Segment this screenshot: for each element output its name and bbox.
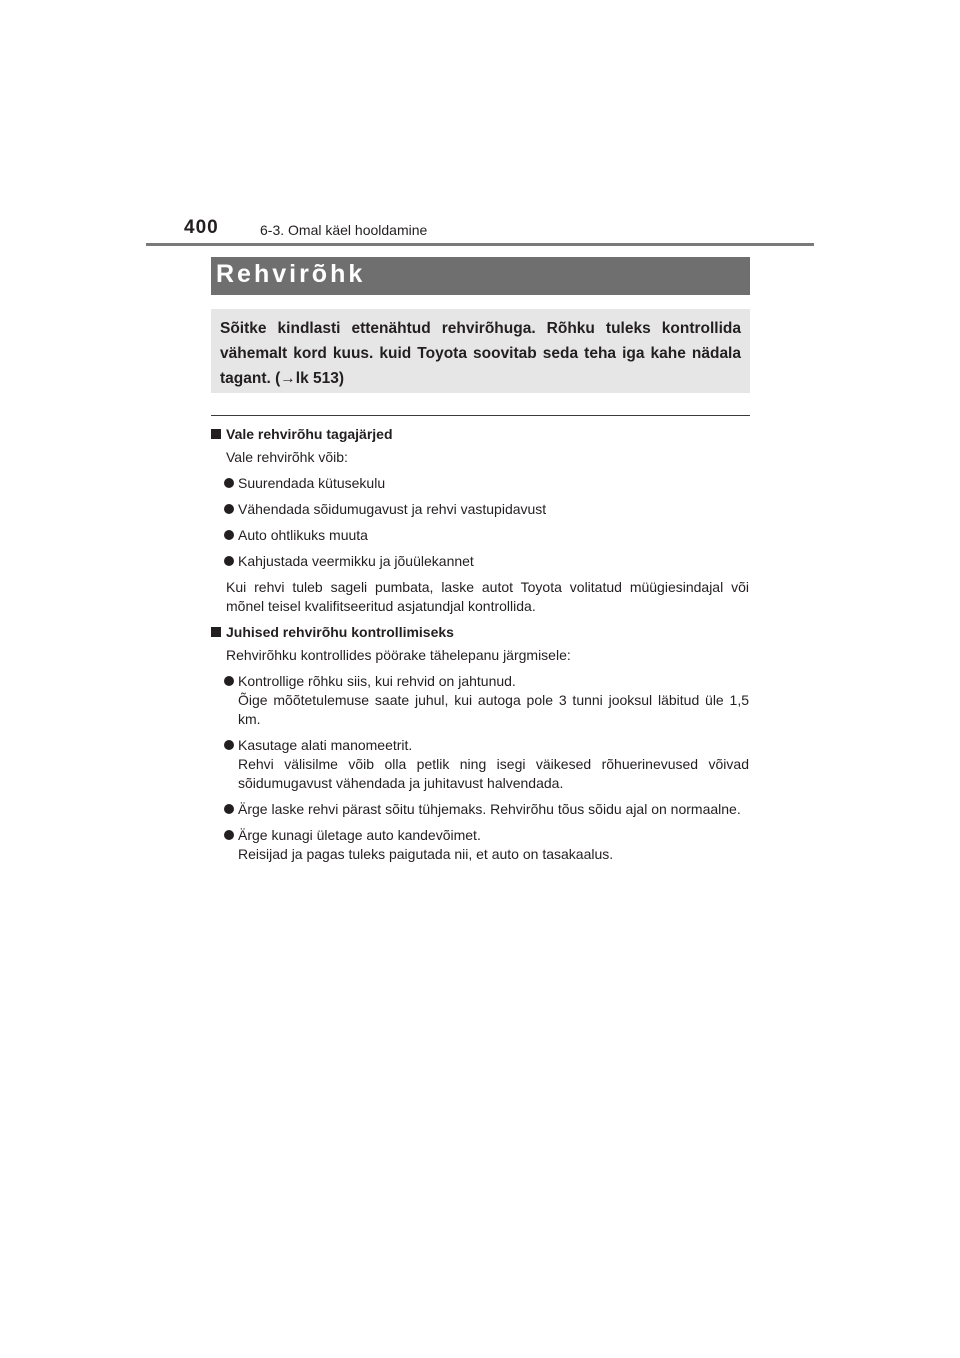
section-breadcrumb: 6-3. Omal käel hooldamine: [260, 222, 428, 238]
list-item: [211, 552, 749, 571]
round-bullet-icon: [224, 504, 234, 514]
list-item-detail: Reisijad ja pagas tuleks paigutada nii, et auto on tasakaalus.: [238, 846, 614, 862]
header-divider: [146, 243, 814, 246]
list-item: [211, 800, 749, 819]
intro-text: Sõitke kindlasti ettenähtud rehvirõhuga. Rõhku tuleks kontrollida vähemalt kord kuus. kuid Toyota soovitab seda teha iga kahe nädala tagant. (→lk 513): [220, 320, 741, 387]
square-bullet-icon: [211, 429, 221, 439]
section-heading: [211, 623, 749, 642]
list-item: [211, 474, 749, 493]
list-item: [211, 500, 749, 519]
content: [211, 425, 749, 871]
intro-box: [211, 309, 750, 393]
list-item-text: Vähendada sõidumugavust ja rehvi vastupidavust: [238, 501, 547, 517]
list-item: [211, 526, 749, 545]
list-item-main: Ärge laske rehvi pärast sõitu tühjemaks. Rehvirõhu tõus sõidu ajal on normaalne.: [238, 801, 741, 817]
section-heading-text: Vale rehvirõhu tagajärjed: [226, 426, 393, 442]
round-bullet-icon: [224, 478, 234, 488]
list-item-main: Kontrollige rõhku siis, kui rehvid on jahtunud.: [238, 673, 516, 689]
content-divider: [211, 415, 750, 416]
list-item: [211, 826, 749, 864]
round-bullet-icon: [224, 676, 234, 686]
round-bullet-icon: [224, 530, 234, 540]
section-heading-text: Juhised rehvirõhu kontrollimiseks: [226, 624, 454, 640]
round-bullet-icon: [224, 830, 234, 840]
list-item: [211, 736, 749, 793]
round-bullet-icon: [224, 740, 234, 750]
list-item-text: Kahjustada veermikku ja jõuülekannet: [238, 553, 474, 569]
section-heading: [211, 425, 749, 444]
title-bar: [211, 257, 750, 295]
page-title: Rehvirõhk: [216, 260, 366, 288]
list-item-text: Auto ohtlikuks muuta: [238, 527, 368, 543]
list-item-detail: Õige mõõtetulemuse saate juhul, kui autoga pole 3 tunni jooksul läbitud üle 1,5 km.: [238, 692, 749, 727]
list-item: [211, 672, 749, 729]
square-bullet-icon: [211, 627, 221, 637]
list-item-main: Kasutage alati manomeetrit.: [238, 737, 413, 753]
list-item-text: Suurendada kütusekulu: [238, 475, 386, 491]
round-bullet-icon: [224, 804, 234, 814]
page-number: 400: [184, 217, 219, 238]
section-lead: Rehvirõhku kontrollides pöörake tähelepanu järgmisele:: [226, 647, 571, 663]
list-item-main: Ärge kunagi ületage auto kandevõimet.: [238, 827, 481, 843]
section-lead: Vale rehvirõhk võib:: [226, 449, 348, 465]
section-note: Kui rehvi tuleb sageli pumbata, laske autot Toyota volitatud müügiesindajal või mõnel teisel kvalifitseeritud asjatundjal kontrollida.: [226, 579, 749, 614]
round-bullet-icon: [224, 556, 234, 566]
list-item-detail: Rehvi välisilme võib olla petlik ning isegi väikesed rõhuerinevused võivad sõidumugavust vähendada ja juhitavust halvendada.: [238, 756, 749, 791]
